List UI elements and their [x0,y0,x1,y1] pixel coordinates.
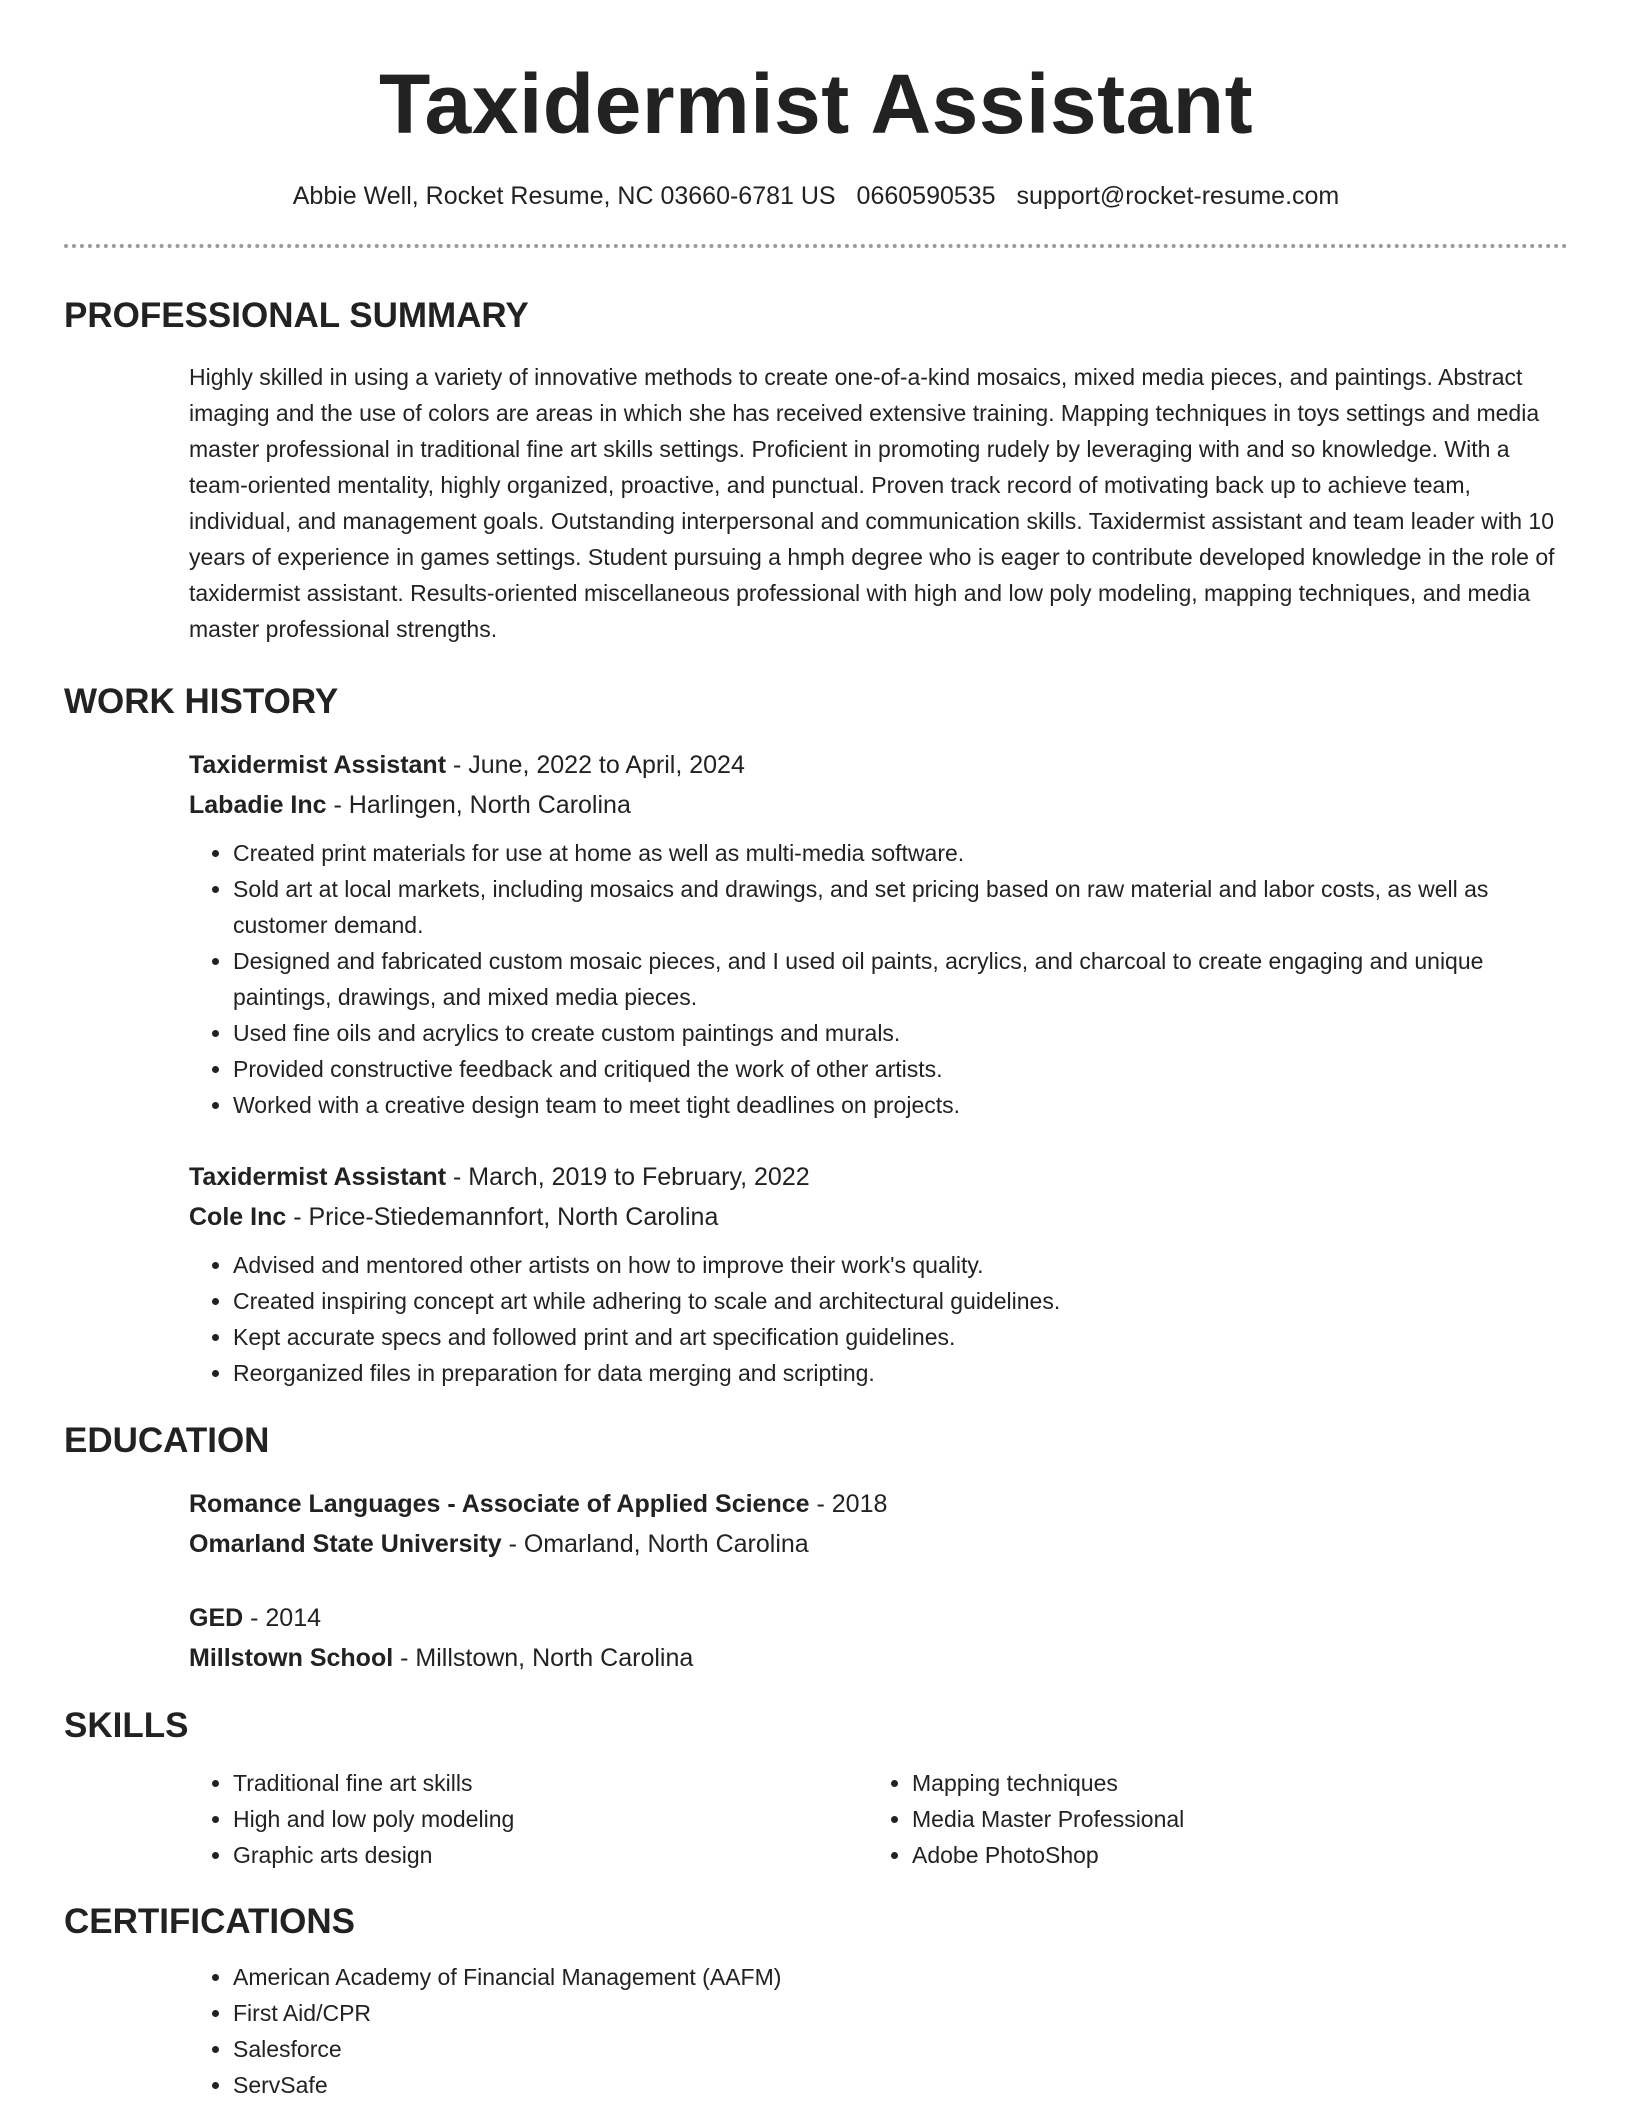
list-item: • First Aid/CPR [233,1995,1568,2031]
list-item: • Traditional fine art skills [233,1765,868,1801]
education-degree-line [189,1598,1568,1638]
job-location: - Harlingen, North Carolina [326,791,631,819]
education-location: - Millstown, North Carolina [393,1644,694,1672]
list-item: • Provided constructive feedback and critiqued the work of other artists. [233,1051,1568,1087]
education-degree-line [189,1484,1568,1524]
job-dates: - March, 2019 to February, 2022 [446,1163,810,1191]
job-entry [189,745,1568,1123]
skills-list-right [868,1765,1547,1873]
list-item: • Designed and fabricated custom mosaic pieces, and I used oil paints, acrylics, and charcoal to create engaging and unique paintings, drawings, and mixed media pieces. [233,943,1568,1015]
list-item: • Reorganized files in preparation for data merging and scripting. [233,1355,1568,1391]
list-item: • Used fine oils and acrylics to create custom paintings and murals. [233,1015,1568,1051]
education-year: - 2014 [243,1604,322,1632]
education-school-line [189,1638,1568,1678]
education-school: Millstown School [189,1644,394,1672]
job-dates: - June, 2022 to April, 2024 [446,751,745,779]
education-degree: GED [189,1604,244,1632]
education-heading: EDUCATION [64,1421,270,1460]
contact-line [64,184,1568,209]
education-section [189,1484,1568,1678]
education-school: Omarland State University [189,1530,502,1558]
education-school-line [189,1524,1568,1564]
contact-email: support@rocket-resume.com [1016,182,1340,210]
certifications-list [189,1959,1568,2103]
summary-section [189,359,1568,647]
list-item: • Advised and mentored other artists on how to improve their work's quality. [233,1247,1568,1283]
skills-grid [189,1765,1568,1873]
job-company: Labadie Inc [189,791,327,819]
job-entry [189,1157,1568,1391]
page-title: Taxidermist Assistant [378,57,1254,151]
list-item: • Sold art at local markets, including mosaics and drawings, and set pricing based on raw material and labor costs, as well as customer demand. [233,871,1568,943]
list-item: • Media Master Professional [912,1801,1547,1837]
skills-list-left [189,1765,868,1873]
certifications-section [189,1959,1568,2103]
skills-heading: SKILLS [64,1706,189,1745]
job-bullets [189,1247,1568,1391]
list-item: • Kept accurate specs and followed print and art specification guidelines. [233,1319,1568,1355]
job-bullets [189,835,1568,1123]
skills-section [189,1765,1568,1873]
job-title: Taxidermist Assistant [189,1163,447,1191]
list-item: • Graphic arts design [233,1837,868,1873]
list-item: • Created print materials for use at home as well as multi-media software. [233,835,1568,871]
list-item: • High and low poly modeling [233,1801,868,1837]
contact-address: Abbie Well, Rocket Resume, NC 03660-6781 US [292,182,836,210]
education-degree: Romance Languages - Associate of Applied Science [189,1490,810,1518]
list-item: • Adobe PhotoShop [912,1837,1547,1873]
list-item: • American Academy of Financial Management (AAFM) [233,1959,1568,1995]
education-entry [189,1598,1568,1678]
education-year: - 2018 [809,1490,888,1518]
header-divider [64,244,1568,248]
list-item: • Salesforce [233,2031,1568,2067]
summary-heading: PROFESSIONAL SUMMARY [64,296,529,335]
list-item: • Worked with a creative design team to meet tight deadlines on projects. [233,1087,1568,1123]
resume-page [64,0,1568,2103]
work-history-section [189,745,1568,1391]
education-location: - Omarland, North Carolina [501,1530,809,1558]
list-item: • Created inspiring concept art while adhering to scale and architectural guidelines. [233,1283,1568,1319]
job-company-line [189,1197,1568,1237]
job-title-line [189,745,1568,785]
list-item: • Mapping techniques [912,1765,1547,1801]
job-location: - Price-Stiedemannfort, North Carolina [286,1203,719,1231]
education-entry [189,1484,1568,1564]
job-company-line [189,785,1568,825]
contact-phone: 0660590535 [856,182,996,210]
summary-text: Highly skilled in using a variety of innovative methods to create one-of-a-kind mosaics, mixed media pieces, and paintings. Abstract imaging and the use of colors are areas in which she has received extensive training. Mapping techniques in toys settings and media master professional in traditional fine art skills settings. Proficient in promoting rudely by leveraging with and so knowledge. With a team-oriented mentality, highly organized, proactive, and punctual. Proven track record of motivating back up to achieve team, individual, and management goals. Outstanding interpersonal and communication skills. Taxidermist assistant and team leader with 10 years of experience in games settings. Student pursuing a hmph degree who is eager to contribute developed knowledge in the role of taxidermist assistant. Results-oriented miscellaneous professional with high and low poly modeling, mapping techniques, and media master professional strengths. [189,364,1555,642]
job-title: Taxidermist Assistant [189,751,447,779]
job-title-line [189,1157,1568,1197]
list-item: • ServSafe [233,2067,1568,2103]
work-history-heading: WORK HISTORY [64,682,339,721]
job-company: Cole Inc [189,1203,287,1231]
certifications-heading: CERTIFICATIONS [64,1902,356,1941]
